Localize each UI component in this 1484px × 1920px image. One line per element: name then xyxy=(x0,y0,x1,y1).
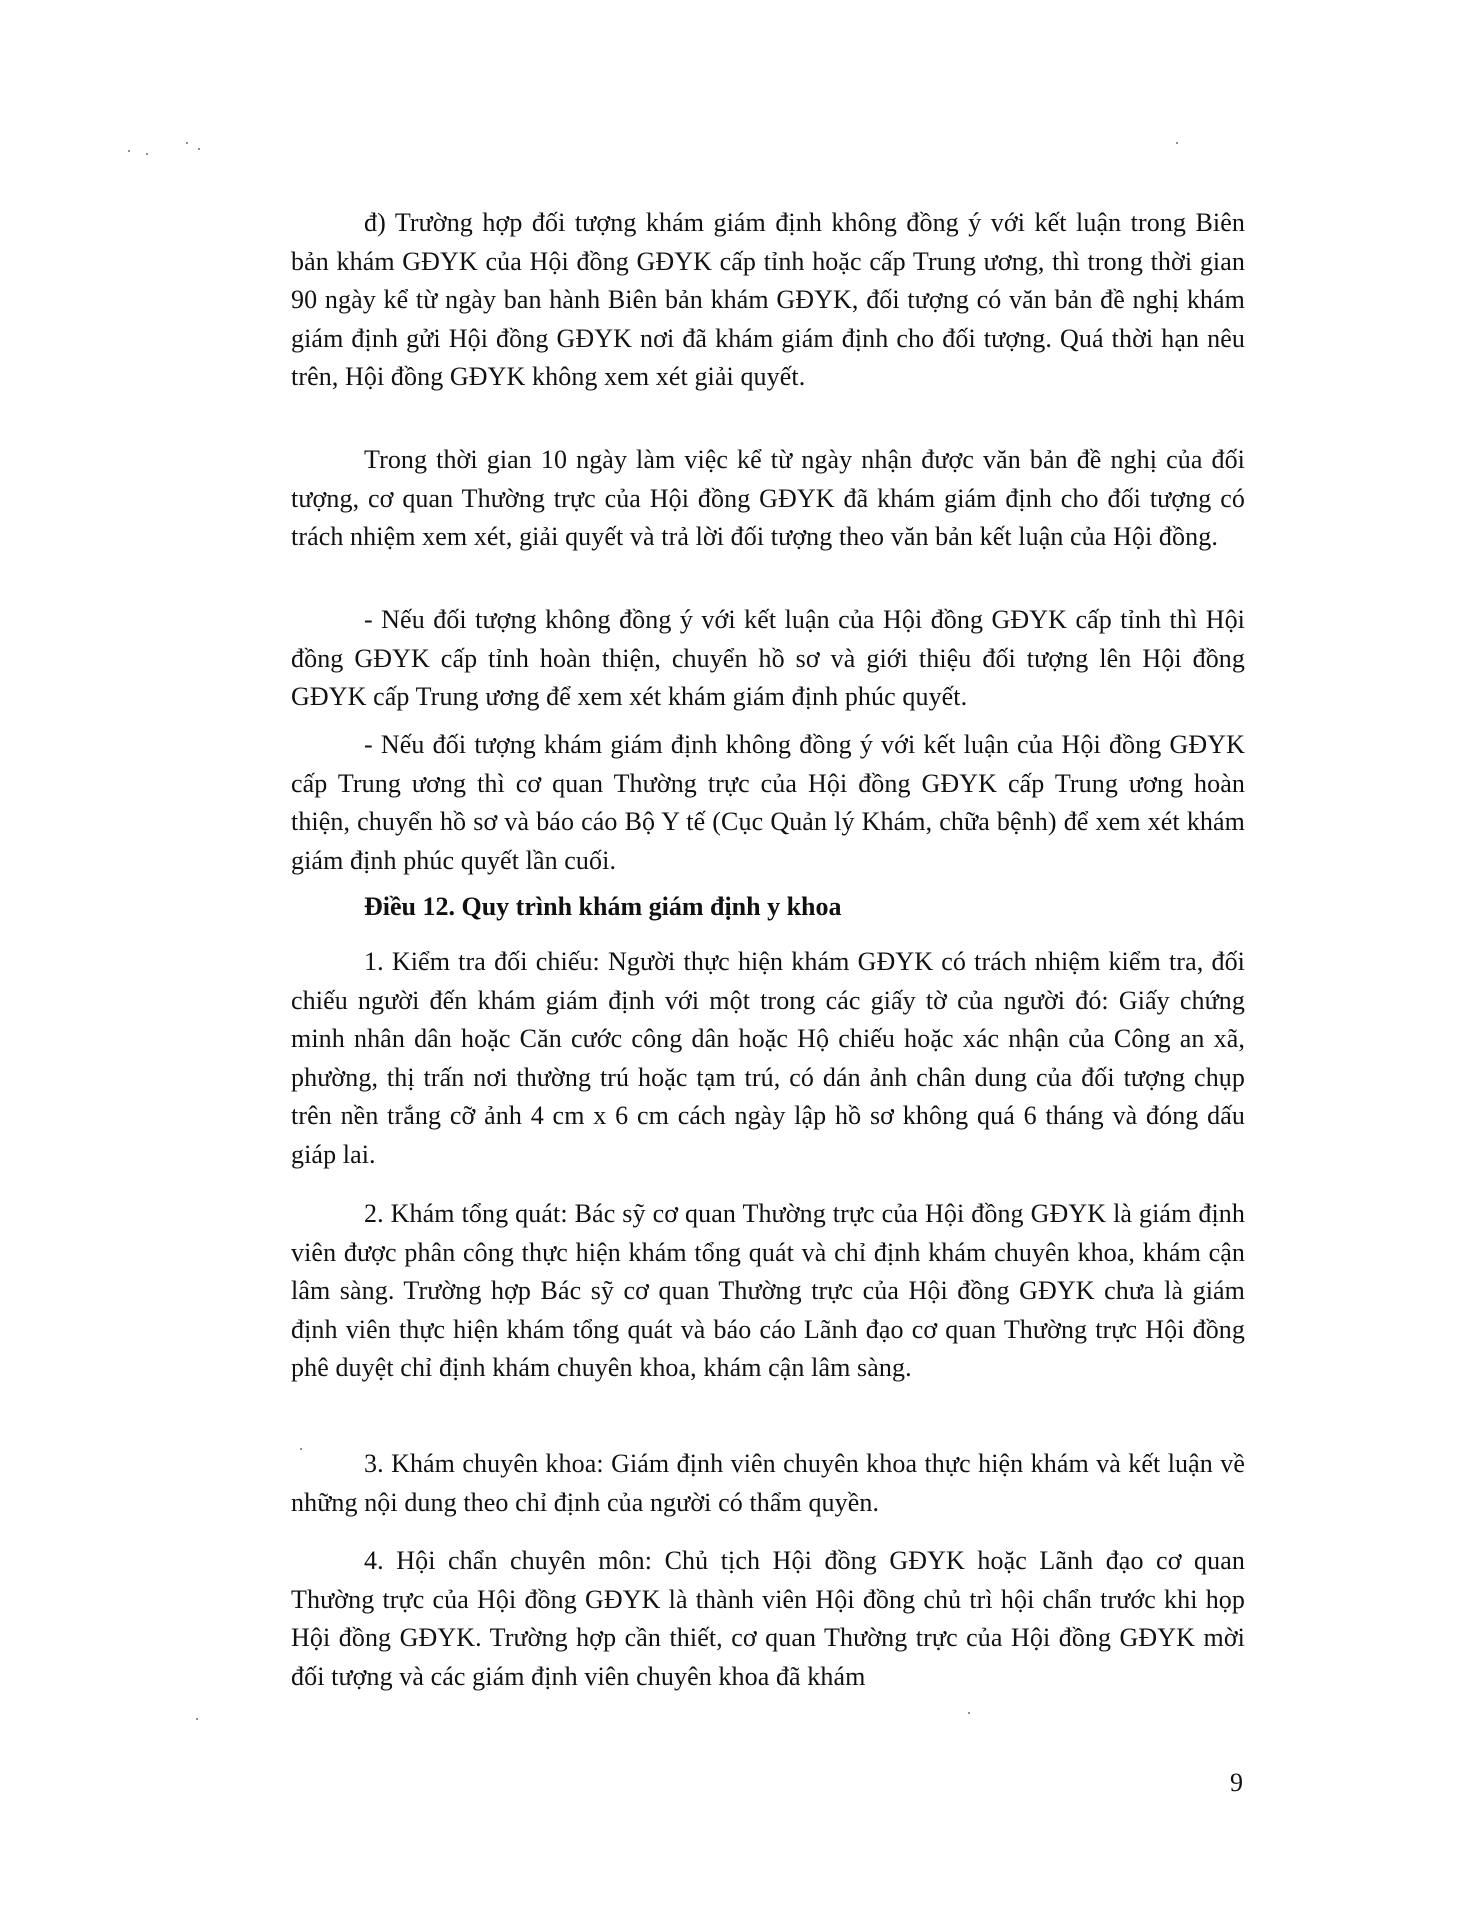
scan-speck xyxy=(186,142,188,144)
scan-speck xyxy=(196,1718,198,1720)
scan-speck xyxy=(968,1712,970,1714)
paragraph-step-1: 1. Kiểm tra đối chiếu: Người thực hiện khám GĐYK có trách nhiệm kiểm tra, đối chiếu người đến khám giám định với một trong các giấy tờ của người đó: Giấy chứng minh nhân dân hoặc Căn cước công dân hoặc Hộ chiếu hoặc xác nhận của Công an xã, phường, thị trấn nơi thường trú hoặc tạm trú, có dán ảnh chân dung của đối tượng chụp trên nền trắng cỡ ảnh 4 cm x 6 cm cách ngày lập hồ sơ không quá 6 tháng và đóng dấu giáp lai. xyxy=(291,947,1245,1169)
scan-speck xyxy=(198,148,200,150)
article-12-heading: Điều 12. Quy trình khám giám định y khoa xyxy=(364,892,842,921)
page-number: 9 xyxy=(1230,1768,1243,1797)
paragraph-processing-time: Trong thời gian 10 ngày làm việc kể từ ngày nhận được văn bản đề nghị của đối tượng, cơ quan Thường trực của Hội đồng GĐYK đã khám giám định cho đối tượng có trách nhiệm xem xét, giải quyết và trả lời đối tượng theo văn bản kết luận của Hội đồng. xyxy=(291,445,1245,551)
scan-speck xyxy=(146,153,148,155)
paragraph-provincial-case: - Nếu đối tượng không đồng ý với kết luận của Hội đồng GĐYK cấp tỉnh thì Hội đồng GĐYK cấp tỉnh hoàn thiện, chuyển hồ sơ và giới thiệu đối tượng lên Hội đồng GĐYK cấp Trung ương để xem xét khám giám định phúc quyết. xyxy=(291,605,1245,711)
paragraph-d: đ) Trường hợp đối tượng khám giám định không đồng ý với kết luận trong Biên bản khám GĐYK của Hội đồng GĐYK cấp tỉnh hoặc cấp Trung ương, thì trong thời gian 90 ngày kể từ ngày ban hành Biên bản khám GĐYK, đối tượng có văn bản đề nghị khám giám định gửi Hội đồng GĐYK nơi đã khám giám định cho đối tượng. Quá thời hạn nêu trên, Hội đồng GĐYK không xem xét giải quyết. xyxy=(291,208,1245,391)
scan-speck xyxy=(128,150,130,152)
scan-speck xyxy=(1176,142,1178,144)
paragraph-step-3: 3. Khám chuyên khoa: Giám định viên chuyên khoa thực hiện khám và kết luận về những nội dung theo chỉ định của người có thẩm quyền. xyxy=(291,1449,1245,1517)
paragraph-step-2: 2. Khám tổng quát: Bác sỹ cơ quan Thường trực của Hội đồng GĐYK là giám định viên được phân công thực hiện khám tổng quát và chỉ định khám chuyên khoa, khám cận lâm sàng. Trường hợp Bác sỹ cơ quan Thường trực của Hội đồng GĐYK chưa là giám định viên thực hiện khám tổng quát và báo cáo Lãnh đạo cơ quan Thường trực Hội đồng phê duyệt chỉ định khám chuyên khoa, khám cận lâm sàng. xyxy=(291,1199,1245,1382)
paragraph-step-4: 4. Hội chẩn chuyên môn: Chủ tịch Hội đồng GĐYK hoặc Lãnh đạo cơ quan Thường trực của Hội đồng GĐYK là thành viên Hội đồng chủ trì hội chẩn trước khi họp Hội đồng GĐYK. Trường hợp cần thiết, cơ quan Thường trực của Hội đồng GĐYK mời đối tượng và các giám định viên chuyên khoa đã khám xyxy=(291,1546,1245,1691)
paragraph-central-case: - Nếu đối tượng khám giám định không đồng ý với kết luận của Hội đồng GĐYK cấp Trung ương thì cơ quan Thường trực của Hội đồng GĐYK cấp Trung ương hoàn thiện, chuyển hồ sơ và báo cáo Bộ Y tế (Cục Quản lý Khám, chữa bệnh) để xem xét khám giám định phúc quyết lần cuối. xyxy=(291,730,1245,875)
